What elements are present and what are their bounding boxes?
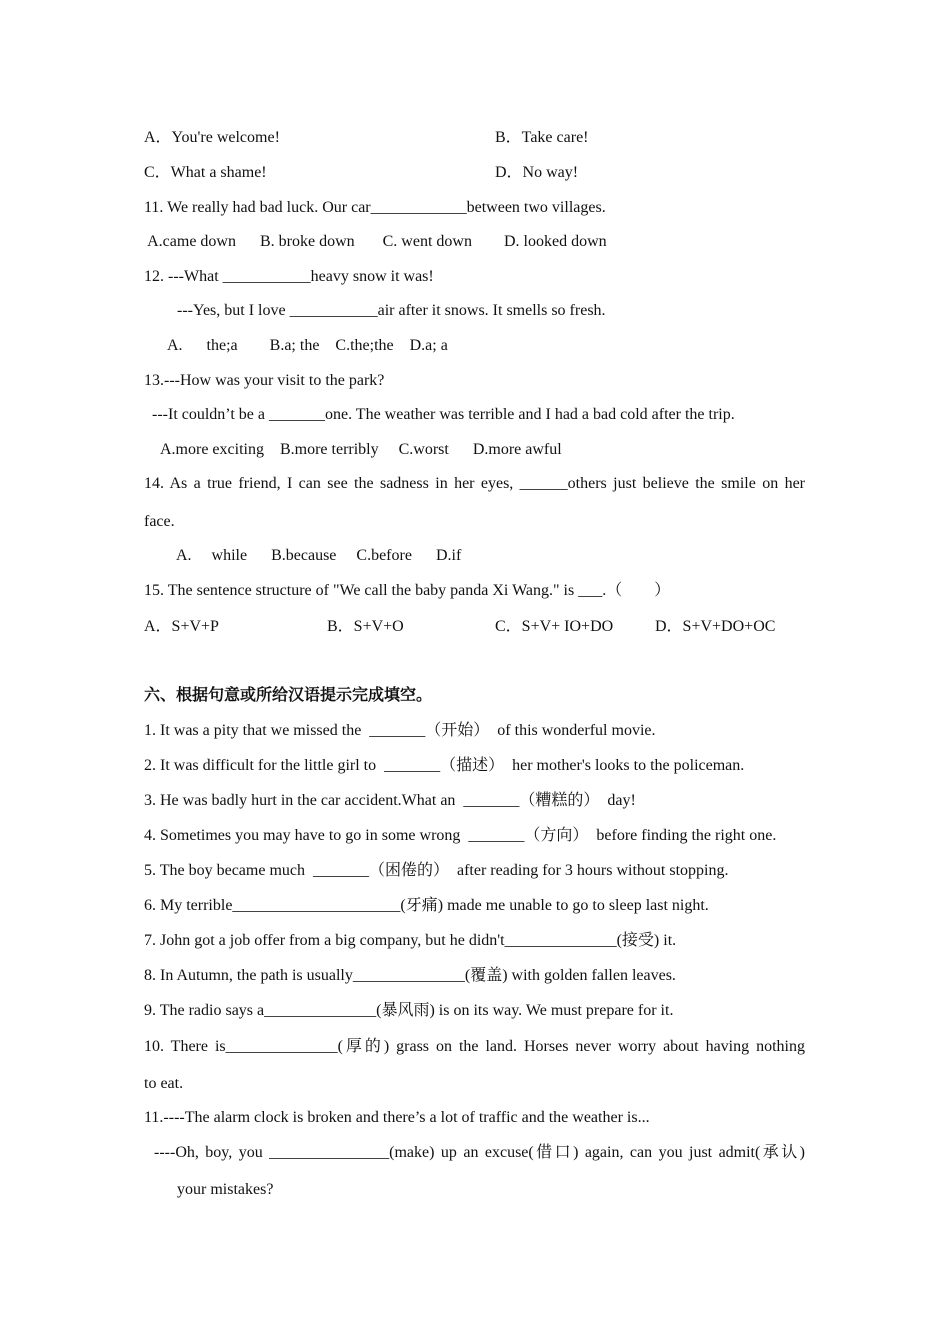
q15-option-d: D．S+V+DO+OC xyxy=(655,618,776,635)
section-heading: 六、根据句意或所给汉语提示完成填空。 xyxy=(144,687,433,704)
q15-option-c: C．S+V+ IO+DO xyxy=(495,618,614,635)
q10-option-d: D．No way! xyxy=(495,164,579,181)
q10-option-c: C．What a shame! xyxy=(144,164,267,181)
q12-reply: ---Yes, but I love ___________air after it snows. It smells so fresh. xyxy=(177,302,606,319)
q14-stem-continued: face. xyxy=(144,513,175,530)
fill-item-10: 10. There is______________(厚的) grass on the land. Horses never worry about having nothing xyxy=(144,1038,805,1055)
q13-stem: 13.---How was your visit to the park? xyxy=(144,372,385,389)
q12-stem: 12. ---What ___________heavy snow it was! xyxy=(144,268,434,285)
fill-item-11-prompt: 11.----The alarm clock is broken and there’s a lot of traffic and the weather is... xyxy=(144,1109,650,1126)
fill-item-2: 2. It was difficult for the little girl to _______（描述） her mother's looks to the policeman. xyxy=(144,757,745,774)
q15-stem: 15. The sentence structure of "We call the baby panda Xi Wang." is ___.（ ） xyxy=(144,582,671,599)
q14-stem: 14. As a true friend, I can see the sadness in her eyes, ______others just believe the smile on her xyxy=(144,475,805,492)
fill-item-1: 1. It was a pity that we missed the _______（开始） of this wonderful movie. xyxy=(144,722,656,739)
q13-reply: ---It couldn’t be a _______one. The weather was terrible and I had a bad cold after the trip. xyxy=(152,406,735,423)
q15-option-a: A．S+V+P xyxy=(144,618,219,635)
fill-item-4: 4. Sometimes you may have to go in some wrong _______（方向） before finding the right one. xyxy=(144,827,777,844)
q14-options: A. while B.because C.before D.if xyxy=(176,547,462,564)
fill-item-3: 3. He was badly hurt in the car accident.What an _______（糟糕的） day! xyxy=(144,792,636,809)
fill-item-11-reply-continued: your mistakes? xyxy=(177,1181,274,1198)
q11-options: A.came down B. broke down C. went down D. looked down xyxy=(144,233,607,250)
fill-item-10-continued: to eat. xyxy=(144,1075,184,1092)
q12-options: A. the;a B.a; the C.the;the D.a; a xyxy=(167,337,448,354)
q10-option-a: A．You're welcome! xyxy=(144,129,280,146)
q13-options: A.more exciting B.more terribly C.worst D.more awful xyxy=(160,441,562,458)
fill-item-7: 7. John got a job offer from a big company, but he didn't______________(接受) it. xyxy=(144,932,677,949)
fill-item-8: 8. In Autumn, the path is usually______________(覆盖) with golden fallen leaves. xyxy=(144,967,676,984)
q15-option-b: B．S+V+O xyxy=(327,618,404,635)
fill-item-6: 6. My terrible_____________________(牙痛) made me unable to go to sleep last night. xyxy=(144,897,709,914)
fill-item-9: 9. The radio says a______________(暴风雨) is on its way. We must prepare for it. xyxy=(144,1002,674,1019)
fill-item-11-reply: ----Oh, boy, you _______________(make) up an excuse(借口) again, can you just admit(承认) xyxy=(154,1144,805,1161)
q11-stem: 11. We really had bad luck. Our car____________between two villages. xyxy=(144,199,606,216)
q10-option-b: B．Take care! xyxy=(495,129,589,146)
fill-item-5: 5. The boy became much _______（困倦的） after reading for 3 hours without stopping. xyxy=(144,862,729,879)
